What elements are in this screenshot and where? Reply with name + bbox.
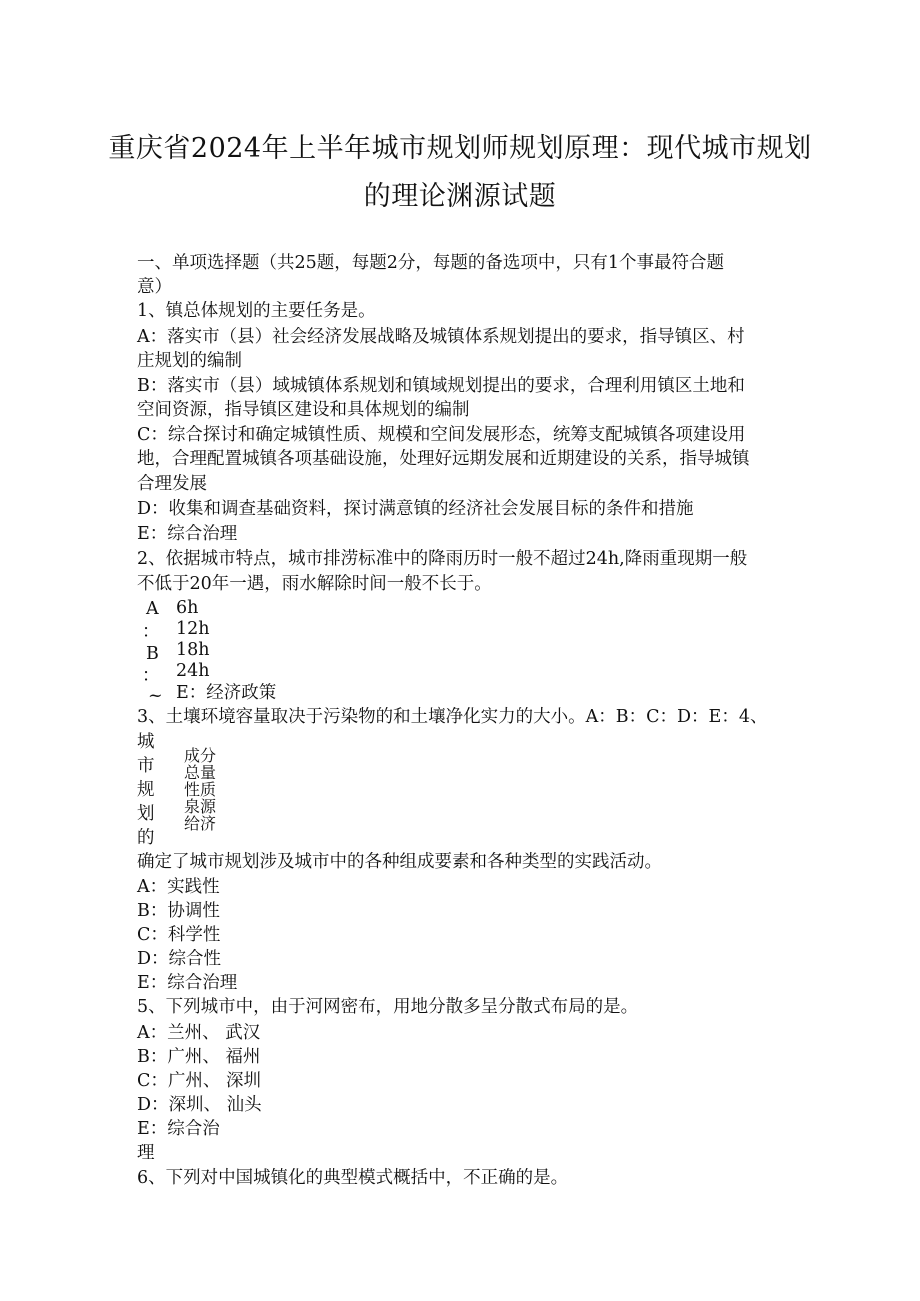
q2-stem-line-2: 不低于20年一遇，雨水解除时间一般不长于。 xyxy=(137,574,492,594)
q4-option-e: E：综合治理 xyxy=(137,973,238,993)
q5-option-c: C：广州、 深圳 xyxy=(137,1071,261,1091)
q2-label-colon-2: ： xyxy=(142,666,160,686)
q4-vertical-char-4: 划 xyxy=(137,804,155,824)
q1-option-c-line-3: 合理发展 xyxy=(137,474,207,494)
document-title-line-1: 重庆省2024年上半年城市规划师规划原理：现代城市规划 xyxy=(108,133,812,164)
q4-stem: 确定了城市规划涉及城市中的各种组成要素和各种类型的实践活动。 xyxy=(137,852,662,872)
q5-option-d: D：深圳、 汕头 xyxy=(137,1095,262,1115)
q2-option-e: E：经济政策 xyxy=(176,683,277,703)
section-heading-line-2: 意） xyxy=(137,277,172,297)
q2-label-tilde: ~ xyxy=(148,686,163,706)
q2-option-2: 12h xyxy=(176,619,210,639)
q3-option-2: 总量 xyxy=(184,763,217,782)
q1-option-b-line-2: 空间资源，指导镇区建设和具体规划的编制 xyxy=(137,400,470,420)
q1-option-c-line-2: 地，合理配置城镇各项基础设施，处理好远期发展和近期建设的关系，指导城镇 xyxy=(137,449,750,469)
q1-option-b-line-1: B：落实市（县）域城镇体系规划和镇域规划提出的要求，合理利用镇区土地和 xyxy=(137,376,745,396)
q1-option-a-line-1: A：落实市（县）社会经济发展战略及城镇体系规划提出的要求，指导镇区、村 xyxy=(137,327,745,347)
document-title-line-2: 的理论渊源试题 xyxy=(363,181,557,212)
q2-option-4: 24h xyxy=(176,661,210,681)
q1-stem: 1、镇总体规划的主要任务是。 xyxy=(137,301,376,321)
q5-stem: 5、下列城市中，由于河网密布，用地分散多呈分散式布局的是。 xyxy=(137,997,639,1017)
q3-stem: 3、土壤环境容量取决于污染物的和土壤净化实力的大小。A：B：C：D：E：4、 xyxy=(137,707,768,727)
q4-vertical-char-3: 规 xyxy=(137,780,155,800)
section-heading-line-1: 一、单项选择题（共25题，每题2分，每题的备选项中，只有1个事最符合题 xyxy=(137,253,725,273)
q2-option-1: 6h xyxy=(176,598,199,618)
q3-option-1: 成分 xyxy=(184,746,217,765)
q3-option-3: 性质 xyxy=(184,780,217,799)
q5-option-e-line-1: E：综合治 xyxy=(137,1119,220,1139)
q4-option-a: A：实践性 xyxy=(137,877,220,897)
q4-option-b: B：协调性 xyxy=(137,901,220,921)
q5-option-e-line-2: 理 xyxy=(137,1143,155,1163)
q4-option-d: D：综合性 xyxy=(137,949,222,969)
q4-vertical-char-2: 市 xyxy=(137,756,155,776)
q2-label-a: A xyxy=(146,599,159,619)
q2-option-3: 18h xyxy=(176,640,210,660)
q4-option-c: C：科学性 xyxy=(137,925,221,945)
q6-stem: 6、下列对中国城镇化的典型模式概括中，不正确的是。 xyxy=(137,1168,569,1188)
q3-option-5: 给济 xyxy=(184,814,217,833)
q1-option-e: E：综合治理 xyxy=(137,524,238,544)
q1-option-c-line-1: C：综合探讨和确定城镇性质、规模和空间发展形态，统筹支配城镇各项建设用 xyxy=(137,425,746,445)
q5-option-b: B：广州、 福州 xyxy=(137,1047,261,1067)
q1-option-d: D：收集和调查基础资料，探讨满意镇的经济社会发展目标的条件和措施 xyxy=(137,499,694,519)
q3-option-4: 泉源 xyxy=(184,797,217,816)
q4-vertical-char-1: 城 xyxy=(137,732,155,752)
q4-vertical-char-5: 的 xyxy=(137,828,155,848)
q2-label-b: B xyxy=(146,644,159,664)
q5-option-a: A：兰州、 武汉 xyxy=(137,1023,261,1043)
q1-option-a-line-2: 庄规划的编制 xyxy=(137,351,242,371)
q2-label-colon-1: ： xyxy=(142,622,160,642)
q2-stem-line-1: 2、依据城市特点，城市排涝标准中的降雨历时一般不超过24h,降雨重现期一般 xyxy=(137,549,748,569)
